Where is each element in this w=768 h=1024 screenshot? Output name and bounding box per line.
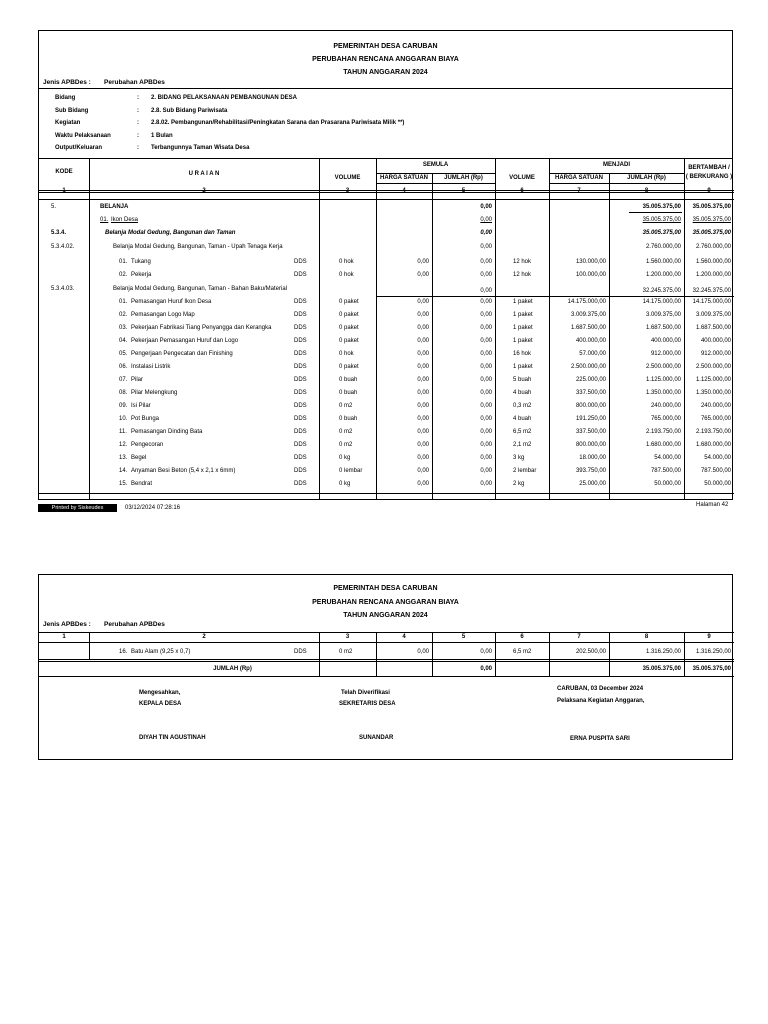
item-volume-semula: 0 paket: [339, 338, 359, 344]
col-head-semula: SEMULA: [422, 162, 449, 168]
item-volume-menjadi: 2,1 m2: [513, 442, 532, 448]
item-volume-menjadi: 5 buah: [513, 377, 532, 383]
item-jumlah-semula: 0,00: [480, 312, 492, 318]
item-jumlah-menjadi: 1.687.500,00: [645, 325, 681, 331]
item-source: DDS: [294, 468, 307, 474]
item-harga-menjadi: 225.000,00: [575, 377, 606, 383]
item-number: 05.: [119, 351, 128, 357]
item-source: DDS: [294, 364, 307, 370]
item-jumlah-menjadi: 1.200.000,00: [645, 271, 681, 278]
row-rule: [549, 183, 684, 184]
item-volume-semula: 0 paket: [339, 312, 359, 318]
col-number: 2: [202, 188, 206, 194]
table-cell: 32.245.375,00: [692, 288, 731, 294]
item-source: DDS: [294, 312, 307, 318]
item-source: DDS: [294, 390, 307, 396]
info-label: Sub Bidang: [55, 107, 89, 114]
col-subhead: HARGA SATUAN: [555, 175, 603, 181]
item-volume-menjadi: 4 buah: [513, 416, 532, 422]
item-number: 07.: [119, 377, 128, 383]
item-harga-menjadi: 2.500.000,00: [570, 364, 606, 370]
item-number: 16.: [119, 649, 128, 655]
print-datetime: 03/12/2024 07:28:16: [125, 505, 181, 511]
row-rule: [39, 493, 734, 494]
item-harga-menjadi: 14.175.000,00: [567, 299, 606, 305]
row-rule: [39, 199, 734, 200]
row-uraian: BELANJA: [100, 204, 129, 210]
column-rule: [319, 158, 320, 499]
item-jumlah-semula: 0,00: [480, 442, 492, 448]
item-harga-menjadi: 130.000,00: [575, 259, 606, 265]
item-selisih: 1.560.000,00: [695, 259, 731, 265]
item-harga-menjadi: 100.000,00: [575, 271, 606, 278]
item-volume-semula: 0 buah: [339, 390, 358, 396]
info-label: Kegiatan: [55, 120, 81, 126]
col-number: 9: [707, 188, 711, 194]
report-page-1: [38, 30, 733, 500]
item-harga-menjadi: 191.250,00: [575, 416, 606, 422]
col-subhead: VOLUME: [334, 175, 361, 181]
sign-right-name: ERNA PUSPITA SARI: [570, 736, 630, 742]
table-cell: 35.005.375,00: [642, 230, 681, 236]
sign-left-name: DIYAH TIN AGUSTINAH: [139, 735, 206, 741]
printed-by-badge: Printed by Siskeudes: [38, 504, 117, 512]
row-uraian: Belanja Modal Gedung, Bangunan, Taman - Bahan Baku/Material: [113, 286, 288, 292]
row-kode: 5.3.4.03.: [51, 286, 75, 292]
item-jumlah-menjadi: 1.350.000,00: [645, 390, 681, 396]
item-volume-menjadi: 6,5 m2: [513, 649, 532, 655]
col-number: 7: [577, 634, 581, 640]
item-source: DDS: [294, 403, 307, 409]
col-subhead: JUMLAH (Rp): [627, 175, 666, 181]
item-jumlah-menjadi: 3.009.375,00: [645, 312, 681, 318]
item-harga-semula: 0,00: [417, 299, 429, 305]
item-harga-semula: 0,00: [417, 390, 429, 396]
col-head-kode: KODE: [55, 169, 73, 175]
item-name: Pemasangan Dinding Bata: [131, 429, 203, 435]
item-selisih: 1.125.000,00: [695, 377, 731, 383]
row-rule: [376, 173, 495, 174]
item-volume-menjadi: 2 kg: [513, 481, 525, 487]
table-cell: 35.005.375,00: [642, 204, 681, 210]
sign-mid-2: SEKRETARIS DESA: [339, 701, 396, 707]
col-subhead: JUMLAH (Rp): [444, 175, 483, 181]
item-volume-menjadi: 2 lembar: [513, 468, 537, 474]
report-page-2: [38, 574, 733, 760]
row-rule: [39, 659, 734, 660]
info-label: Output/Keluaran: [55, 145, 103, 151]
col-number: 2: [202, 634, 206, 640]
item-name: Batu Alam (9,25 x 0,7): [131, 649, 191, 655]
item-harga-menjadi: 18.000,00: [579, 455, 606, 461]
column-rule: [376, 158, 377, 499]
row-rule: [39, 632, 734, 633]
item-number: 01.: [119, 299, 128, 305]
table-cell: 35.005.375,00: [642, 217, 681, 223]
item-harga-menjadi: 337.500,00: [575, 429, 606, 435]
item-source: DDS: [294, 271, 307, 278]
item-jumlah-semula: 0,00: [480, 259, 492, 265]
item-harga-menjadi: 25.000,00: [579, 481, 606, 487]
item-volume-semula: 0 m2: [339, 442, 353, 448]
item-name: Pekerjaan Fabrikasi Tiang Penyangga dan Kerangka: [131, 325, 272, 331]
row-rule: [39, 676, 734, 677]
item-jumlah-semula: 0,00: [480, 481, 492, 487]
col-number: 5: [461, 634, 466, 640]
col-number: 9: [707, 634, 711, 640]
item-selisih: 3.009.375,00: [695, 312, 731, 318]
item-volume-semula: 0 kg: [339, 455, 351, 461]
col-number: 1: [62, 634, 66, 640]
col-number: 1: [62, 188, 66, 194]
item-name: Pilar: [131, 377, 144, 383]
item-jumlah-semula: 0,00: [480, 271, 492, 278]
row-rule: [629, 212, 682, 213]
item-name: Pemasangan Logo Map: [131, 312, 195, 318]
item-jumlah-semula: 0,00: [480, 390, 492, 396]
column-rule: [432, 173, 433, 499]
item-source: DDS: [294, 442, 307, 448]
item-selisih: 400.000,00: [700, 338, 731, 344]
item-jumlah-menjadi: 1.680.000,00: [645, 442, 681, 448]
item-harga-semula: 0,00: [417, 416, 429, 422]
item-number: 01.: [119, 259, 128, 265]
item-selisih: 912.000,00: [700, 351, 731, 357]
item-selisih: 765.000,00: [700, 416, 731, 422]
item-harga-semula: 0,00: [417, 455, 429, 461]
table-cell: 0,00: [480, 230, 492, 236]
item-jumlah-semula: 0,00: [480, 649, 492, 655]
col-number: 8: [644, 634, 649, 640]
col-number: 6: [520, 188, 524, 194]
col-number: 5: [461, 188, 466, 194]
col-number: 8: [644, 188, 649, 194]
item-volume-menjadi: 0,3 m2: [513, 403, 532, 409]
item-number: 03.: [119, 325, 128, 331]
item-harga-semula: 0,00: [417, 259, 429, 265]
table-cell: 2.760.000,00: [645, 244, 681, 250]
info-colon: :: [137, 132, 139, 139]
info-colon: :: [137, 95, 139, 101]
item-harga-semula: 0,00: [417, 271, 429, 278]
item-name: Pemasangan Huruf Ikon Desa: [131, 299, 212, 305]
item-jumlah-semula: 0,00: [480, 468, 492, 474]
item-harga-menjadi: 57.000,00: [579, 351, 606, 357]
sign-right-2: Pelaksana Kegiatan Anggaran,: [557, 698, 645, 704]
item-jumlah-menjadi: 787.500,00: [650, 468, 681, 474]
info-value: Terbangunnya Taman Wisata Desa: [151, 145, 250, 151]
col-head-bertambah: BERTAMBAH /: [688, 165, 730, 171]
item-name: Pot Bunga: [131, 416, 160, 422]
item-source: DDS: [294, 429, 307, 435]
item-name: Pengecoran: [131, 442, 164, 448]
table-cell: 0,00: [480, 288, 492, 294]
item-name: Pekerja: [131, 271, 152, 278]
sign-mid-name: SUNANDAR: [359, 735, 394, 741]
info-label: Bidang: [55, 95, 76, 101]
col-number: 4: [402, 188, 406, 194]
sign-left-2: KEPALA DESA: [139, 701, 182, 707]
col-subhead: VOLUME: [509, 175, 535, 181]
item-source: DDS: [294, 299, 307, 305]
item-volume-semula: 0 buah: [339, 416, 358, 422]
item-selisih: 14.175.000,00: [692, 299, 731, 305]
header2-line1: PEMERINTAH DESA CARUBAN: [333, 585, 438, 592]
item-number: 09.: [119, 403, 128, 409]
item-harga-semula: 0,00: [417, 442, 429, 448]
item-selisih: 54.000,00: [704, 455, 731, 461]
item-volume-semula: 0 hok: [339, 351, 354, 357]
row-kode: 5.3.4.02.: [51, 244, 75, 250]
item-harga-semula: 0,00: [417, 377, 429, 383]
item-volume-menjadi: 1 paket: [513, 299, 533, 305]
item-jumlah-menjadi: 400.000,00: [650, 338, 681, 344]
item-volume-menjadi: 4 buah: [513, 390, 532, 396]
jenis2-value: Perubahan APBDes: [104, 621, 165, 628]
item-jumlah-menjadi: 1.316.250,00: [645, 649, 681, 655]
info-label: Waktu Pelaksanaan: [55, 132, 111, 139]
column-rule: [89, 158, 90, 499]
item-volume-semula: 0 m2: [339, 429, 353, 435]
item-harga-menjadi: 800.000,00: [575, 442, 606, 448]
item-number: 06.: [119, 364, 128, 370]
item-name: Pengerjaan Pengecatan dan Finishing: [131, 351, 233, 357]
item-source: DDS: [294, 416, 307, 422]
item-jumlah-menjadi: 912.000,00: [650, 351, 681, 357]
header-line1: PEMERINTAH DESA CARUBAN: [333, 43, 438, 50]
item-jumlah-menjadi: 1.125.000,00: [645, 377, 681, 383]
item-source: DDS: [294, 455, 307, 461]
header2-line2: PERUBAHAN RENCANA ANGGARAN BIAYA: [312, 599, 459, 606]
col-number: 6: [520, 634, 524, 640]
item-harga-menjadi: 202.500,00: [575, 649, 606, 655]
header2-line3: TAHUN ANGGARAN 2024: [343, 612, 428, 619]
column-rule: [684, 158, 685, 499]
header-line2: PERUBAHAN RENCANA ANGGARAN BIAYA: [312, 56, 459, 63]
item-selisih: 240.000,00: [700, 403, 731, 409]
item-volume-menjadi: 1 paket: [513, 312, 533, 318]
item-harga-menjadi: 400.000,00: [575, 338, 606, 344]
item-name: Instalasi Listrik: [131, 364, 171, 370]
row-rule: [549, 173, 684, 174]
item-source: DDS: [294, 259, 307, 265]
item-volume-menjadi: 3 kg: [513, 455, 525, 461]
col-head-menjadi: MENJADI: [602, 162, 630, 168]
info-value: 2.8. Sub Bidang Pariwisata: [151, 107, 228, 114]
item-selisih: 1.350.000,00: [695, 390, 731, 396]
item-name: Tukang: [131, 259, 151, 265]
item-jumlah-menjadi: 1.560.000,00: [645, 259, 681, 265]
item-harga-menjadi: 800.000,00: [575, 403, 606, 409]
col-number: 4: [402, 634, 406, 640]
row-uraian: Belanja Modal Gedung, Bangunan, Taman - Upah Tenaga Kerja: [113, 244, 283, 250]
total-semula: 0,00: [480, 666, 492, 672]
item-jumlah-semula: 0,00: [480, 377, 492, 383]
item-jumlah-menjadi: 54.000,00: [654, 455, 681, 461]
item-name: Pekerjaan Pemasangan Huruf dan Logo: [131, 338, 239, 344]
item-number: 14.: [119, 468, 128, 474]
item-harga-menjadi: 1.687.500,00: [570, 325, 606, 331]
item-volume-semula: 0 lembar: [339, 468, 363, 474]
item-jumlah-menjadi: 50.000,00: [654, 481, 681, 487]
page-number: Halaman 42: [696, 502, 729, 508]
total-menjadi: 35.005.375,00: [642, 666, 681, 672]
item-source: DDS: [294, 351, 307, 357]
item-name: Anyaman Besi Beton (5,4 x 2,1 x 6mm): [131, 468, 236, 474]
item-source: DDS: [294, 338, 307, 344]
item-number: 08.: [119, 390, 128, 396]
jenis-value: Perubahan APBDes: [104, 79, 165, 86]
item-harga-menjadi: 393.750,00: [575, 468, 606, 474]
item-jumlah-semula: 0,00: [480, 455, 492, 461]
item-jumlah-semula: 0,00: [480, 351, 492, 357]
item-harga-menjadi: 3.009.375,00: [570, 312, 606, 318]
table-cell: 0,00: [480, 217, 492, 223]
item-jumlah-menjadi: 2.193.750,00: [645, 429, 681, 435]
item-selisih: 787.500,00: [700, 468, 731, 474]
table-cell: 0,00: [480, 244, 492, 250]
item-harga-semula: 0,00: [417, 403, 429, 409]
item-volume-semula: 0 paket: [339, 299, 359, 305]
col-number: 3: [345, 188, 350, 194]
info-colon: :: [137, 107, 139, 114]
total-label: JUMLAH (Rp): [213, 666, 252, 672]
item-volume-semula: 0 hok: [339, 271, 354, 278]
total-selisih: 35.005.375,00: [692, 666, 731, 672]
jenis-label: Jenis APBDes :: [43, 79, 91, 86]
item-harga-semula: 0,00: [417, 338, 429, 344]
item-harga-semula: 0,00: [417, 481, 429, 487]
column-rule: [495, 158, 496, 499]
col-number: 3: [345, 634, 350, 640]
item-jumlah-semula: 0,00: [480, 429, 492, 435]
item-number: 02.: [119, 312, 128, 318]
col-subhead: HARGA SATUAN: [380, 175, 428, 181]
column-rule: [609, 173, 610, 499]
item-source: DDS: [294, 481, 307, 487]
item-name: Bendrat: [131, 481, 153, 487]
row-prefix: 01.: [100, 217, 109, 223]
item-volume-semula: 0 kg: [339, 481, 351, 487]
item-jumlah-semula: 0,00: [480, 299, 492, 305]
column-rule: [549, 158, 550, 499]
item-volume-semula: 0 m2: [339, 403, 353, 409]
item-jumlah-menjadi: 2.500.000,00: [645, 364, 681, 370]
item-volume-semula: 0 hok: [339, 259, 354, 265]
col-head-uraian: U R A I A N: [188, 171, 220, 177]
item-source: DDS: [294, 649, 307, 655]
item-volume-menjadi: 16 hok: [513, 351, 532, 357]
item-harga-menjadi: 337.500,00: [575, 390, 606, 396]
item-volume-menjadi: 1 paket: [513, 325, 533, 331]
item-selisih: 1.316.250,00: [695, 649, 731, 655]
table-cell: 35.005.375,00: [692, 204, 731, 210]
sign-left-1: Mengesahkan,: [139, 690, 181, 696]
sign-mid-1: Telah Diverifikasi: [341, 690, 390, 696]
sign-right-1: CARUBAN, 03 December 2024: [557, 686, 644, 692]
item-number: 04.: [119, 338, 128, 344]
info-value: 2.8.02. Pembangunan/Rehabilitasi/Peningkatan Sarana dan Prasarana Pariwisata Milik **): [151, 120, 405, 126]
table-cell: 0,00: [480, 204, 492, 210]
item-number: 13.: [119, 455, 128, 461]
row-kode: 5.: [51, 204, 57, 210]
item-selisih: 1.200.000,00: [695, 271, 731, 278]
info-value: 2. BIDANG PELAKSANAAN PEMBANGUNAN DESA: [151, 95, 298, 101]
item-number: 02.: [119, 271, 128, 278]
item-source: DDS: [294, 377, 307, 383]
table-cell: 32.245.375,00: [642, 288, 681, 294]
item-jumlah-semula: 0,00: [480, 325, 492, 331]
item-number: 12.: [119, 442, 128, 448]
item-number: 15.: [119, 481, 128, 487]
table-cell: 35.005.375,00: [692, 230, 731, 236]
item-harga-semula: 0,00: [417, 364, 429, 370]
item-volume-menjadi: 1 paket: [513, 338, 533, 344]
col-head-berkurang: ( BERKURANG ): [685, 174, 733, 180]
row-rule: [376, 183, 495, 184]
item-jumlah-semula: 0,00: [480, 364, 492, 370]
item-harga-semula: 0,00: [417, 468, 429, 474]
item-jumlah-menjadi: 765.000,00: [650, 416, 681, 422]
col-number: 7: [577, 188, 581, 194]
row-uraian: Ikon Desa: [111, 217, 139, 223]
item-selisih: 2.500.000,00: [695, 364, 731, 370]
item-name: Pilar Melengkung: [131, 390, 178, 396]
item-harga-semula: 0,00: [417, 312, 429, 318]
item-volume-menjadi: 6,5 m2: [513, 429, 532, 435]
item-jumlah-menjadi: 14.175.000,00: [642, 299, 681, 305]
item-name: Isi Pilar: [131, 403, 151, 409]
row-rule: [39, 642, 734, 643]
row-rule: [39, 661, 734, 662]
header-line3: TAHUN ANGGARAN 2024: [343, 69, 428, 76]
info-value: 1 Bulan: [151, 132, 173, 139]
table-cell: 35.005.375,00: [692, 217, 731, 223]
item-harga-semula: 0,00: [417, 325, 429, 331]
item-volume-menjadi: 1 paket: [513, 364, 533, 370]
row-rule: [376, 296, 734, 297]
item-selisih: 2.193.750,00: [695, 429, 731, 435]
item-volume-menjadi: 12 hok: [513, 271, 532, 278]
item-harga-semula: 0,00: [417, 429, 429, 435]
item-number: 10.: [119, 416, 128, 422]
item-source: DDS: [294, 325, 307, 331]
item-volume-semula: 0 buah: [339, 377, 358, 383]
item-jumlah-menjadi: 240.000,00: [650, 403, 681, 409]
item-jumlah-semula: 0,00: [480, 403, 492, 409]
info-colon: :: [137, 120, 139, 126]
item-selisih: 50.000,00: [704, 481, 731, 487]
item-volume-semula: 0 m2: [339, 649, 353, 655]
item-jumlah-semula: 0,00: [480, 338, 492, 344]
row-kode: 5.3.4.: [51, 230, 67, 236]
row-uraian: Belanja Modal Gedung, Bangunan dan Taman: [105, 230, 236, 236]
table-cell: 2.760.000,00: [695, 244, 731, 250]
item-volume-menjadi: 12 hok: [513, 259, 532, 265]
item-selisih: 1.687.500,00: [695, 325, 731, 331]
item-selisih: 1.680.000,00: [695, 442, 731, 448]
item-number: 11.: [119, 429, 127, 435]
item-jumlah-semula: 0,00: [480, 416, 492, 422]
item-volume-semula: 0 paket: [339, 325, 359, 331]
item-harga-semula: 0,00: [417, 649, 429, 655]
item-volume-semula: 0 paket: [339, 364, 359, 370]
info-colon: :: [137, 145, 139, 151]
item-harga-semula: 0,00: [417, 351, 429, 357]
item-name: Begel: [131, 455, 147, 461]
jenis2-label: Jenis APBDes :: [43, 621, 91, 628]
